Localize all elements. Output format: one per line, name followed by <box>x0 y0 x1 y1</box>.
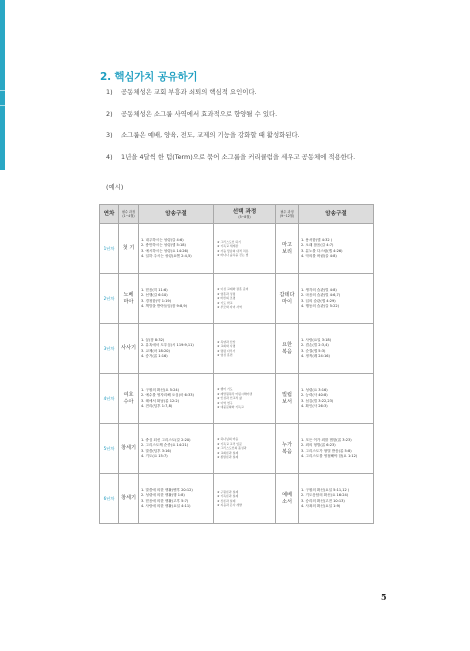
point-number: 3) <box>106 131 113 140</box>
table-row <box>100 474 374 524</box>
cell-line: 소서 <box>281 498 293 505</box>
required-course-term3-cell <box>276 274 299 324</box>
cell-line: 3. 교제(마 18:20) <box>141 348 170 353</box>
cell-line: 1. 용서함(엡 4:32 ) <box>301 238 333 243</box>
required-course-term1-cell <box>119 324 139 374</box>
memory-verses-term1-cell <box>139 374 214 424</box>
point-number: 1) <box>106 88 113 96</box>
memory-verses-term1-cell <box>139 324 214 374</box>
cell-line: 노베 <box>123 292 134 299</box>
required-course-term1-cell <box>119 474 139 524</box>
page-number: 5 <box>381 592 387 602</box>
cell-line: 1. 구원의 확신(요일 5:11,12 ) <box>301 488 350 493</box>
cell-line: ★ 구원론과 실제 <box>217 489 239 494</box>
elective-courses-cell <box>214 274 276 324</box>
cell-line: 2. 마음의 습관(빌 4:6,7) <box>301 293 341 298</box>
cell-line: 2. 죄의 형벌(롬 6:23) <box>301 443 336 448</box>
required-course-term3-cell <box>276 424 299 474</box>
cell-line: ★ 교회론과 실제 <box>217 450 239 455</box>
memory-verses-term1-cell <box>139 474 214 524</box>
memory-verses-term3-cell <box>299 374 374 424</box>
cell-line: 창세기 <box>120 445 137 452</box>
year-cell: 5년차 <box>100 424 119 474</box>
cell-line: ★ 이역 연구 <box>217 400 233 405</box>
memory-verses-term3-cell <box>299 424 374 474</box>
cell-line: 보리 <box>281 248 293 255</box>
table-body <box>100 224 374 524</box>
cell-line: 1. 사랑(요일 3:18) <box>301 338 332 343</box>
cell-line: 1. 말씀에 의한 생활(벧후 20:12) <box>141 488 193 493</box>
cell-line: 3. 승리의 확신(고전 10:13) <box>301 498 345 503</box>
cell-line: ★ 기독교 교리 입문 <box>217 441 242 446</box>
cell-line: ★ 명령 다루기 <box>217 348 236 353</box>
header-month: 연차 <box>100 205 119 224</box>
cell-line: ★ 하나님의 마음 <box>217 437 239 442</box>
cell-line: 4. 사랑에 의한 생활(요일 4:11) <box>141 503 191 508</box>
memory-verses-term1-cell <box>139 424 214 474</box>
header-memory-verses-1: 암송구절 <box>139 205 214 224</box>
cell-line: 3. 믿음에 의한 생활(고후 5:7) <box>141 498 189 503</box>
cell-line: 4. 기도(요 15:7) <box>141 453 168 458</box>
cell-line: ★ 인성과 인교적 삶 <box>217 396 242 401</box>
table-row <box>100 424 374 474</box>
cell-line: 마아 <box>123 298 134 305</box>
elective-courses-cell <box>214 224 276 274</box>
cell-line: 2. 선행(갈 6:10) <box>141 293 168 298</box>
header-elective-term: 선택 과정 (5~8월) <box>214 205 276 224</box>
point-text: 소그룹은 예배, 양육, 전도, 교제의 기능을 강화할 때 활성화된다. <box>121 131 300 140</box>
cell-line: 첫 기 <box>122 245 135 252</box>
required-course-term1-cell <box>119 224 139 274</box>
cell-line: ★ 부모와 자녀 사역 <box>217 305 242 310</box>
cell-line: 4. 사죄의 확신(요일 1:9) <box>301 503 341 508</box>
cell-line: ★ 목양과 신앙 <box>217 339 236 344</box>
table-row <box>100 374 374 424</box>
table-row <box>100 224 374 274</box>
point-item <box>106 110 355 119</box>
cell-line: ★ 신론과 실제 <box>217 498 236 503</box>
memory-verses-term3-cell <box>299 474 374 524</box>
cell-line: 요한 <box>281 342 293 349</box>
memory-verses-term3-cell <box>299 324 374 374</box>
cell-line: 3. 섬김(빌 3:22,23) <box>301 398 334 403</box>
cell-line: 복음 <box>281 348 293 355</box>
year-cell: 4년차 <box>100 374 119 424</box>
cell-line: 2. 능력(사 40:8) <box>301 393 328 398</box>
required-course-term3-cell <box>276 374 299 424</box>
cell-line: ★ 기독교 세계관 <box>217 244 239 249</box>
table-row <box>100 324 374 374</box>
edge-tick <box>0 105 5 106</box>
cell-line: 1. 중심 되신 그리스도(갈 2:20) <box>141 438 191 443</box>
required-course-term3-cell <box>276 324 299 374</box>
cell-line: 갑데다 <box>279 292 295 299</box>
edge-tick <box>0 90 5 91</box>
header-required-term3: 필수 과정 (9~12월) <box>276 205 299 224</box>
cell-line: 3. 헤에서 떠남(롬 12:2) <box>141 398 180 403</box>
cell-line: 보서 <box>281 398 293 405</box>
cell-line: 2. 성령에 의한 생활(행 1:8) <box>141 493 185 498</box>
cell-line: 3. 그리스도가 형벌 받음(롬 5:8) <box>301 448 352 453</box>
cell-line: ★ 기독론과 실제 <box>217 494 239 499</box>
cell-line: 2. 오래 참음(갈 4:7) <box>301 243 334 248</box>
cell-line: 3. 경청함(약 1:19) <box>141 298 172 303</box>
example-label: (예시) <box>106 183 124 191</box>
cell-line: 마이 <box>281 298 293 305</box>
cell-line: ★ 교회와 사명 <box>217 344 236 349</box>
cell-line: 4. 악의를 버림(골 4:8) <box>301 253 337 258</box>
point-item <box>106 131 355 140</box>
cell-line: 3. 분노를 다스림(엡 4:26) <box>301 248 343 253</box>
section-title: 2. 핵심가치 공유하기 <box>100 71 198 83</box>
cell-line: ★ 기도 학교 <box>217 300 233 305</box>
point-number: 4) <box>106 153 113 162</box>
cell-line: 1. 꿈(잠 8:32) <box>141 338 165 343</box>
year-cell: 1년차 <box>100 224 119 274</box>
required-course-term3-cell <box>276 474 299 524</box>
memory-verses-term1-cell <box>139 274 214 324</box>
cell-line: 복음 <box>281 448 293 455</box>
cell-line: 1. 생각의 습관(빌 4:8) <box>301 288 337 293</box>
cell-line: ★ 행어 기도 <box>217 387 233 392</box>
cell-line: 사사기 <box>120 345 137 352</box>
cell-line: 3. 입의 습관(엡 4:29) <box>301 298 336 303</box>
cell-line: 3. 예시하시는 성령(요 14:26) <box>141 248 189 253</box>
memory-verses-term1-cell <box>139 224 214 274</box>
cell-line: ★ 거듭 탕남의 내적 치유 <box>217 248 249 253</box>
cell-line: 1. 믿음(히 11:6) <box>141 288 168 293</box>
memory-verses-term3-cell <box>299 224 374 274</box>
elective-courses-cell <box>214 324 276 374</box>
elective-courses-cell <box>214 374 276 424</box>
cell-line: ★ 지음과 은사 개발 <box>217 502 242 507</box>
table-row <box>100 274 374 324</box>
point-item <box>106 153 355 162</box>
required-course-term1-cell <box>119 274 139 324</box>
elective-courses-cell <box>214 424 276 474</box>
point-number: 2) <box>106 109 113 118</box>
cell-line: 2. 그리스도께 순종(요 14:21) <box>141 443 189 448</box>
edge-color-strip <box>0 0 5 170</box>
cell-line: ★ 이성 교제와 결혼 준비 <box>217 287 249 292</box>
elective-courses-cell <box>214 474 276 524</box>
memory-verses-term3-cell <box>299 274 374 324</box>
cell-line: 4. 전리(딤후 1:7,8) <box>141 403 173 408</box>
cell-line: 수아 <box>123 398 134 405</box>
cell-line: 1. 내주하시는 성령(갈 4:6) <box>141 238 184 243</box>
cell-line: 4. 증거(롬 1:16) <box>141 353 168 358</box>
point-text: 1년을 4달씩 한 텀(Term)으로 묶어 소그룹을 커리큘럼을 세우고 공동체에 적용한다. <box>121 153 356 162</box>
cell-line: 4. 일하 주시는 성령(요엔 2:4,5) <box>141 253 192 258</box>
cell-line: ★ 종말론과 실제 <box>217 455 239 460</box>
year-cell: 2년차 <box>100 274 119 324</box>
cell-line: 예베 <box>281 492 293 499</box>
cell-line: 2. 예수를 영자리해 오심(마 6:33) <box>141 393 194 398</box>
cell-line: 창세기 <box>120 495 137 502</box>
year-cell: 6년차 <box>100 474 119 524</box>
cell-line: 마고 <box>281 242 293 249</box>
points-list <box>106 88 355 175</box>
cell-line: 4. 그리스도를 영접해야 함(요 1:12) <box>301 453 358 458</box>
cell-line: 3. 말씀(딤후 3:16) <box>141 448 172 453</box>
header-memory-verses-2: 암송구절 <box>299 205 374 224</box>
cell-line: ★ 바나나 숲속을 걷는 법 <box>217 252 249 257</box>
cell-line: 1. 구원의 확신(요 5:24) <box>141 388 180 393</box>
cell-line: 2. 충만하시는 성령(엡 5:18) <box>141 243 186 248</box>
table-header-row <box>100 205 374 224</box>
cell-line: ★ 그리스도인 되기 <box>217 239 241 244</box>
cell-line: ★ 그리스도인의 품성과 <box>217 446 247 451</box>
required-course-term3-cell <box>276 224 299 274</box>
point-text: 공동체성은 교회 부흥과 쇠퇴의 핵심적 요인이다. <box>121 88 257 96</box>
cell-line: ★ 래망원하락 어린시해어랜 <box>217 391 253 396</box>
cell-line: 3. 순결(엡 5:3) <box>301 348 326 353</box>
cell-line: 4. 정직(레 24:16) <box>301 353 330 358</box>
cell-line: 4. 확인(사 26:3) <box>301 403 328 408</box>
curriculum-table <box>99 204 374 524</box>
cell-line: ★ 바른의 조명 <box>217 296 236 301</box>
cell-line: 빌립 <box>281 392 293 399</box>
cell-line: ★ 영혼과 성령 <box>217 291 236 296</box>
cell-line: 4. 책망을 받아들임(잠 9:8,9) <box>141 303 188 308</box>
cell-line: 2. 겸손(빌 2:3,4) <box>301 343 329 348</box>
header-required-term1: 필수 과정 (1~4월) <box>119 205 139 224</box>
cell-line: 여호 <box>123 392 134 399</box>
cell-line: 2. 유혹에서 도우심(시 119:9,11) <box>141 343 194 348</box>
cell-line: 4. 행동의 습관(갈 5:22) <box>301 303 340 308</box>
required-course-term1-cell <box>119 424 139 474</box>
cell-line: ★ 대중문화와 기독교 <box>217 405 244 410</box>
cell-line: 1. 성령(요 3:16) <box>301 388 328 393</box>
cell-line: 2. 기도응답의 확신(요 16:24) <box>301 493 349 498</box>
required-course-term1-cell <box>119 374 139 424</box>
cell-line: 누가 <box>281 442 293 449</box>
cell-line: ★ 영성 훈련 <box>217 352 233 357</box>
year-cell: 3년차 <box>100 324 119 374</box>
cell-line: 1. 모든 이가 죄를 범함(롬 3:23) <box>301 438 352 443</box>
point-text: 공동체성은 소그룹 사역에서 효과적으로 향양될 수 있다. <box>121 109 278 118</box>
point-item <box>106 88 355 97</box>
